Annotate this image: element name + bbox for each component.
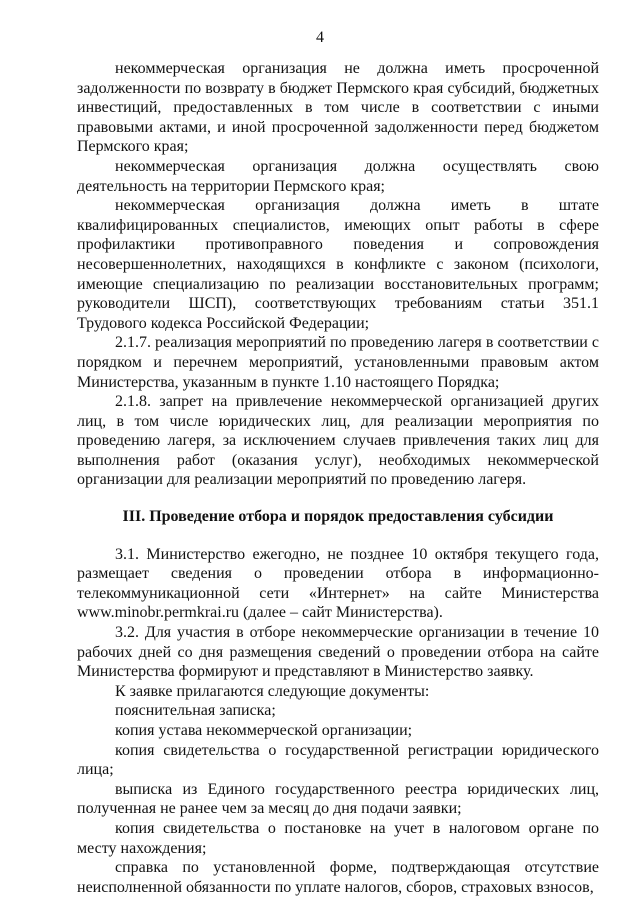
- paragraph-2-1-7: 2.1.7. реализация мероприятий по проведению лагеря в соответствии с порядком и перечнем мероприятий, установленными правовым актом Министерства, указанным в пункте 1.10 настоящего Порядка;: [77, 334, 599, 391]
- paragraph-territory: некоммерческая организация должна осуществлять свою деятельность на территории Пермского края;: [77, 157, 599, 195]
- list-item-explanatory-note: пояснительная записка;: [115, 702, 276, 720]
- list-item-tax-registration: копия свидетельства о постановке на учет в налоговом органе по месту нахождения;: [77, 819, 599, 857]
- paragraph-documents-intro: К заявке прилагаются следующие документы:: [115, 682, 430, 700]
- paragraph-2-1-8: 2.1.8. запрет на привлечение некоммерческой организацией других лиц, в том числе юридических лиц, для реализации мероприятия по проведению лагеря, за исключением случаев привлечения таких лиц для выполнения работ (оказания услуг), необходимых некоммерческой организации для реализации мероприятий по проведению лагеря.: [77, 393, 599, 489]
- section-heading: III. Проведение отбора и порядок предоставления субсидии: [122, 508, 554, 526]
- list-item-charter-copy: копия устава некоммерческой организации;: [115, 722, 413, 739]
- paragraph-qualified-staff: некоммерческая организация должна иметь в штате квалифицированных специалистов, имеющих опыт работы в сфере профилактики противоправного поведения и сопровождения несовершеннолетних, находящихся в конфликте с законом (психологи, имеющие специализацию по реализации восстановительных программ; руководители ШСП), соответствующих требованиям статьи 351.1 Трудового кодекса Российской Федерации;: [77, 197, 599, 332]
- list-item-registration-certificate: копия свидетельства о государственной регистрации юридического лица;: [77, 741, 599, 779]
- paragraph-3-1: 3.1. Министерство ежегодно, не позднее 10 октября текущего года, размещает сведения о проведении отбора в информационно-телекоммуникационной сети «Интернет» на сайте Министерства www.minobr.permkrai.ru (далее – сайт Министерства).: [77, 545, 599, 622]
- paragraph-no-overdue-debt: некоммерческая организация не должна иметь просроченной задолженности по возврату в бюджет Пермского края субсидий, бюджетных инвестиций, предоставленных в том числе в соответствии с иными правовыми актами, и иной просроченной задолженности перед бюджетом Пермского края;: [77, 60, 599, 156]
- page-number: 4: [316, 29, 324, 46]
- list-item-registry-extract: выписка из Единого государственного реестра юридических лиц, полученная не ранее чем за месяц до дня подачи заявки;: [77, 780, 599, 818]
- paragraph-3-2: 3.2. Для участия в отборе некоммерческие организации в течение 10 рабочих дней со дня размещения сведений о проведении отбора на сайте Министерства формируют и представляют в Министерство заявку.: [77, 624, 599, 681]
- document-body: [77, 59, 599, 897]
- list-item-tax-certificate: справка по установленной форме, подтверждающая отсутствие неисполненной обязанности по уплате налогов, сборов, страховых взносов,: [77, 859, 599, 896]
